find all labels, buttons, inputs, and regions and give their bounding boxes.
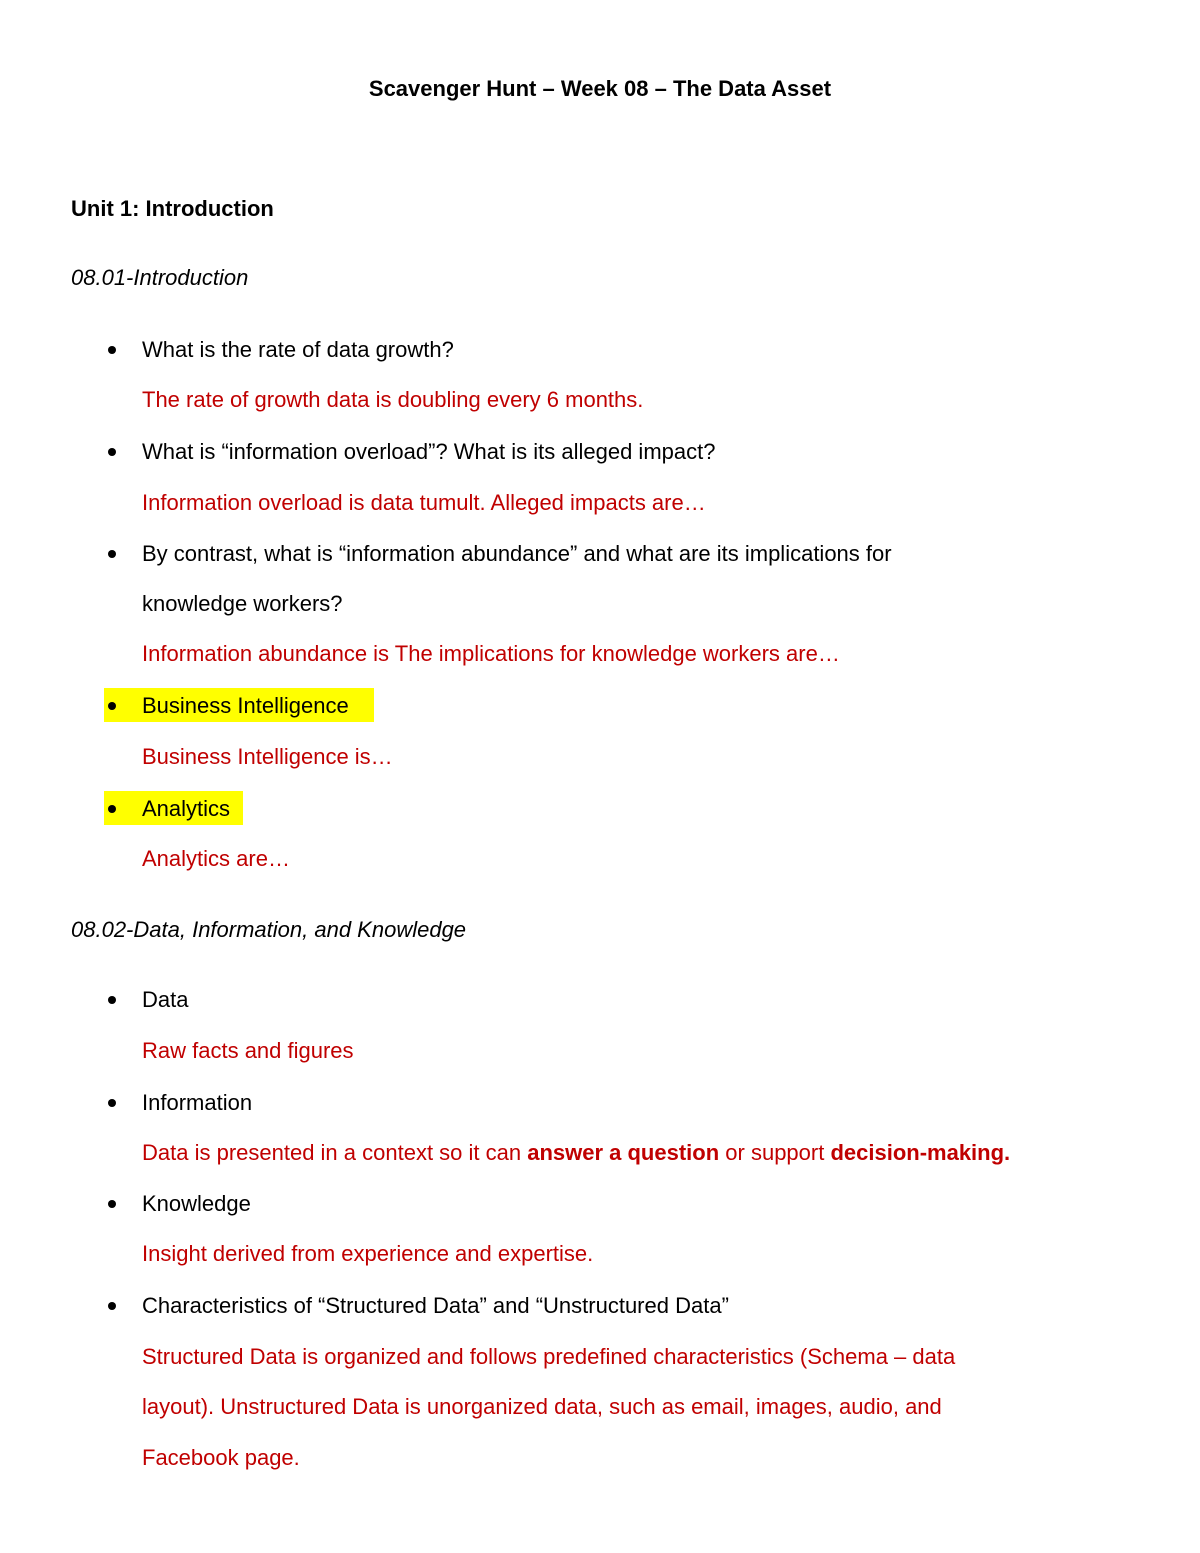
document-title: Scavenger Hunt – Week 08 – The Data Asset	[368, 76, 832, 101]
answer-data-growth: The rate of growth data is doubling every 6 months.	[142, 387, 644, 412]
answer-information-bold1: answer a question	[527, 1140, 720, 1165]
bullet-icon	[108, 448, 116, 456]
question-information: Information	[142, 1090, 253, 1115]
question-structured-unstructured: Characteristics of “Structured Data” and “Unstructured Data”	[142, 1293, 729, 1318]
answer-data: Raw facts and figures	[142, 1038, 354, 1063]
bullet-icon	[108, 1200, 116, 1208]
answer-structured-line1: Structured Data is organized and follows predefined characteristics (Schema – data	[142, 1344, 956, 1369]
question-data: Data	[142, 987, 189, 1012]
answer-information-part1: Data is presented in a context so it can	[142, 1140, 528, 1165]
question-business-intelligence: Business Intelligence	[142, 693, 349, 718]
section-heading-introduction: 08.01-Introduction	[71, 265, 249, 290]
answer-information-overload: Information overload is data tumult. Alleged impacts are…	[142, 490, 706, 515]
answer-information-bold2: decision-making.	[830, 1140, 1011, 1165]
question-information-abundance-line2: knowledge workers?	[142, 591, 343, 616]
bullet-icon	[108, 1099, 116, 1107]
answer-knowledge: Insight derived from experience and expertise.	[142, 1241, 594, 1266]
unit-heading: Unit 1: Introduction	[71, 196, 274, 221]
bullet-icon	[108, 996, 116, 1004]
question-analytics: Analytics	[142, 796, 231, 821]
bullet-icon	[108, 805, 116, 813]
answer-information-abundance: Information abundance is The implications for knowledge workers are…	[142, 641, 840, 666]
question-information-overload: What is “information overload”? What is its alleged impact?	[142, 439, 716, 464]
answer-structured-line2: layout). Unstructured Data is unorganized data, such as email, images, audio, and	[142, 1394, 942, 1419]
question-knowledge: Knowledge	[142, 1191, 251, 1216]
answer-structured-line3: Facebook page.	[142, 1445, 300, 1470]
section-heading-data-information-knowledge: 08.02-Data, Information, and Knowledge	[71, 917, 467, 942]
answer-information-part2: or support	[719, 1140, 831, 1165]
answer-information	[142, 1139, 1010, 1167]
bullet-icon	[108, 550, 116, 558]
answer-business-intelligence: Business Intelligence is…	[142, 744, 393, 769]
answer-analytics: Analytics are…	[142, 846, 290, 871]
bullet-icon	[108, 346, 116, 354]
question-information-abundance-line1: By contrast, what is “information abundance” and what are its implications for	[142, 541, 892, 566]
question-data-growth: What is the rate of data growth?	[142, 337, 454, 362]
bullet-icon	[108, 702, 116, 710]
bullet-icon	[108, 1302, 116, 1310]
